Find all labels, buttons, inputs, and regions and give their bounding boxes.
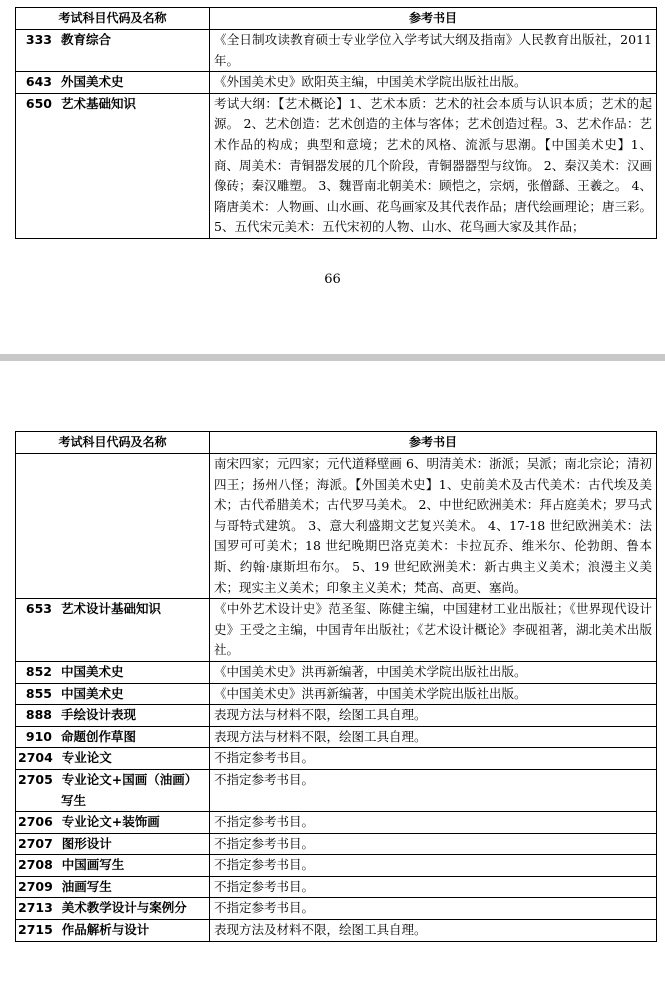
subject-name: 专业论文+装饰画 — [61, 814, 160, 830]
books-cell: 考试大纲：【艺术概论】1、艺术本质：艺术的社会本质与认识本质；艺术的起源。 2、艺术创造：艺术创造的主体与客体；艺术创造过程。3、艺术作品：艺术作品的构成；典型和意境；艺术的风格、流派与思潮。【中国美术史】1、商、周美术：青铜器发展的几个阶段，青铜器器型与纹饰。 2、秦汉美术：汉画像砖；秦汉雕塑。 3、魏晋南北朝美术：顾恺之，宗炳，张僧繇、王羲之。 4、隋唐美术：人物画、山水画、花鸟画家及其代表作品；唐代绘画理论；唐三彩。 5、五代宋元美术：五代宋初的人物、山水、花鸟画大家及其作品； — [210, 93, 657, 238]
subject-name: 专业论文+国画（油画）写生 — [61, 771, 198, 808]
table-row — [16, 812, 657, 834]
subject-code: 2713 — [18, 900, 53, 916]
subject-cell — [16, 661, 210, 683]
table-row — [16, 661, 657, 683]
subject-code: 2709 — [18, 878, 53, 894]
table-row — [16, 683, 657, 705]
books-cell: 不指定参考书目。 — [210, 748, 657, 770]
subject-cell — [16, 855, 210, 877]
subject-cell — [16, 812, 210, 834]
subject-code: 855 — [25, 685, 52, 701]
books-cell: 不指定参考书目。 — [210, 876, 657, 898]
subject-cell — [16, 93, 210, 238]
table-row — [16, 30, 657, 72]
subject-code: 2715 — [18, 922, 53, 938]
subject-code: 852 — [25, 663, 52, 679]
table-row — [16, 93, 657, 238]
subject-name: 中国美术史 — [61, 685, 124, 701]
books-cell: 不指定参考书目。 — [210, 769, 657, 811]
document-page-1 — [0, 0, 665, 354]
subject-name: 中国画写生 — [61, 857, 125, 873]
page-separator — [0, 354, 665, 361]
subject-name: 中国美术史 — [61, 663, 124, 679]
subject-code: 2706 — [18, 814, 53, 830]
table-row — [16, 769, 657, 811]
table-row — [16, 726, 657, 748]
subject-code: 2708 — [18, 857, 53, 873]
subject-name: 教育综合 — [61, 32, 112, 47]
subject-name: 艺术设计基础知识 — [61, 601, 162, 617]
subject-name: 手绘设计表现 — [61, 707, 137, 723]
table-row — [16, 855, 657, 877]
subject-cell — [16, 876, 210, 898]
subject-code: 2704 — [18, 750, 53, 766]
table-row — [16, 876, 657, 898]
subject-code: 2705 — [18, 771, 53, 787]
table-row — [16, 599, 657, 662]
books-cell: 表现方法与材料不限，绘图工具自理。 — [210, 726, 657, 748]
header-subject: 考试科目代码及名称 — [16, 8, 210, 30]
books-cell: 不指定参考书目。 — [210, 898, 657, 920]
subject-cell — [16, 833, 210, 855]
subject-cell — [16, 72, 210, 94]
subject-code: 888 — [25, 707, 52, 723]
header-subject: 考试科目代码及名称 — [16, 432, 210, 454]
subject-cell — [16, 705, 210, 727]
subject-cell — [16, 920, 210, 942]
reference-table — [15, 431, 657, 942]
subject-cell — [16, 599, 210, 662]
header-books: 参考书目 — [210, 8, 657, 30]
subject-code: 333 — [25, 32, 52, 47]
books-cell: 《中国美术史》洪再新编著，中国美术学院出版社出版。 — [210, 683, 657, 705]
subject-name: 油画写生 — [61, 878, 112, 894]
header-books: 参考书目 — [210, 432, 657, 454]
subject-cell — [16, 454, 210, 599]
books-cell: 南宋四家；元四家；元代道释壁画 6、明清美术：浙派；吴派；南北宗论；清初四王；扬州八怪；海派。【外国美术史】1、史前美术及古代美术：古代埃及美术；古代希腊美术；古代罗马美术。 2、中世纪欧洲美术：拜占庭美术；罗马式与哥特式建筑。 3、意大利盛期文艺复兴美术。 4、17-18 世纪欧洲美术：法国罗可可美术；18 世纪晚期巴洛克美术：卡拉瓦乔、维米尔、伦勃朗、鲁本斯、约翰·康斯坦布尔。 5、19 世纪欧洲美术：新古典主义美术；浪漫主义美术；现实主义美术；印象主义美术；梵高、高更、塞尚。 — [210, 454, 657, 599]
books-cell: 不指定参考书目。 — [210, 833, 657, 855]
subject-name: 命题创作草图 — [61, 728, 137, 744]
books-cell: 《外国美术史》欧阳英主编，中国美术学院出版社出版。 — [210, 72, 657, 94]
reference-table — [15, 7, 657, 239]
books-cell: 不指定参考书目。 — [210, 812, 657, 834]
subject-name: 专业论文 — [61, 750, 112, 766]
subject-cell — [16, 683, 210, 705]
table-row — [16, 748, 657, 770]
table-row — [16, 898, 657, 920]
subject-name: 外国美术史 — [61, 74, 124, 90]
subject-code: 910 — [25, 728, 52, 744]
table-row — [16, 705, 657, 727]
subject-cell — [16, 898, 210, 920]
subject-code: 643 — [25, 74, 52, 90]
page-number: 66 — [324, 272, 341, 287]
table-header-row — [16, 432, 657, 454]
subject-name: 图形设计 — [61, 835, 112, 851]
table-row — [16, 833, 657, 855]
books-cell: 《中国美术史》洪再新编著，中国美术学院出版社出版。 — [210, 661, 657, 683]
subject-cell — [16, 769, 210, 811]
subject-name: 艺术基础知识 — [61, 95, 137, 111]
books-cell: 表现方法与材料不限，绘图工具自理。 — [210, 705, 657, 727]
subject-cell — [16, 748, 210, 770]
subject-name: 美术教学设计与案例分 — [61, 900, 187, 916]
books-cell: 《全日制攻读教育硕士专业学位入学考试大纲及指南》人民教育出版社，2011年。 — [210, 30, 657, 72]
table-row — [16, 920, 657, 942]
document-page-2 — [0, 361, 665, 986]
subject-cell — [16, 726, 210, 748]
table-row — [16, 72, 657, 94]
books-cell: 《中外艺术设计史》范圣玺、陈健主编，中国建材工业出版社；《世界现代设计史》王受之主编，中国青年出版社；《艺术设计概论》李砚祖著，湖北美术出版社。 — [210, 599, 657, 662]
books-cell: 不指定参考书目。 — [210, 855, 657, 877]
books-cell: 表现方法及材料不限，绘图工具自理。 — [210, 920, 657, 942]
subject-cell — [16, 30, 210, 72]
table-header-row — [16, 8, 657, 30]
subject-code: 650 — [25, 95, 52, 111]
subject-code: 653 — [25, 601, 52, 617]
table-row — [16, 454, 657, 599]
subject-name: 作品解析与设计 — [61, 922, 150, 938]
subject-code: 2707 — [18, 835, 53, 851]
